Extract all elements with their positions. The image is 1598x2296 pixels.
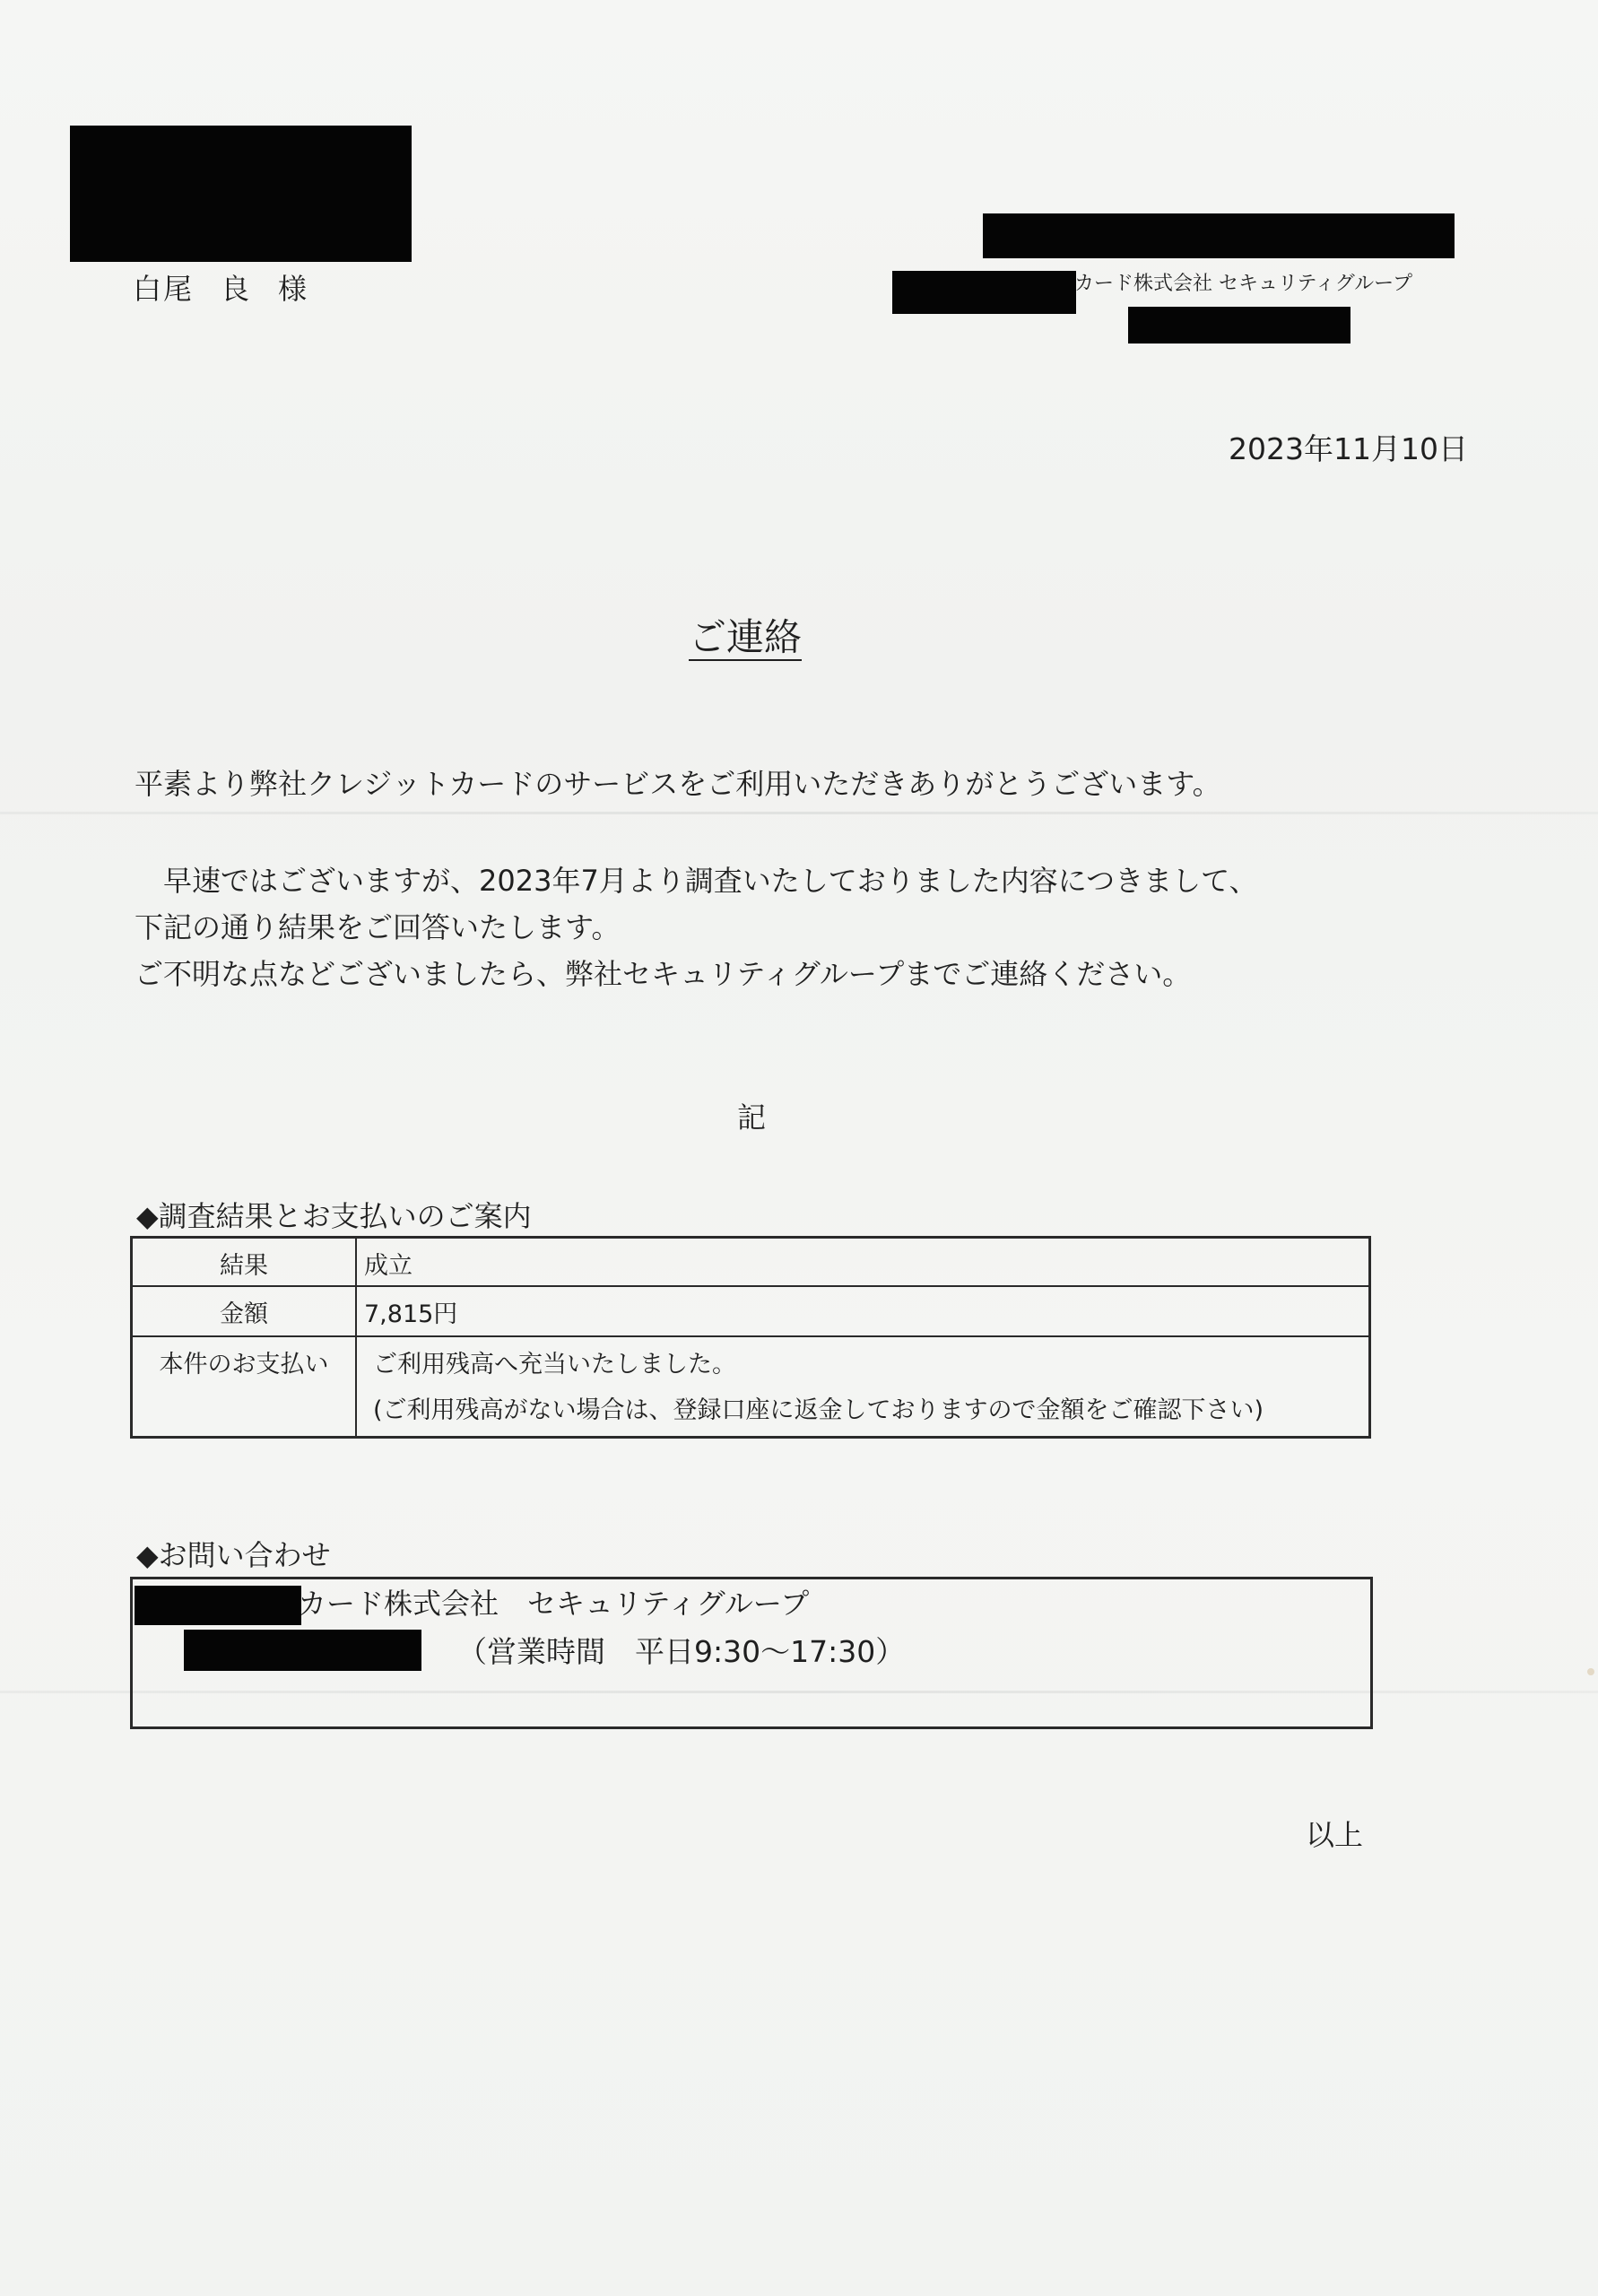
result-label: 結果	[132, 1238, 357, 1287]
closing-text: 以上	[1306, 1818, 1364, 1852]
letter-date: 2023年11月10日	[1229, 431, 1468, 466]
table-row	[132, 1238, 1370, 1287]
greeting-text: 平素より弊社クレジットカードのサービスをご利用いただきありがとうございます。	[135, 767, 1221, 801]
sender-company: カード株式会社 セキュリティグループ	[1074, 273, 1413, 295]
paper-fold-line	[0, 812, 1598, 814]
payment-label: 本件のお支払い	[132, 1336, 357, 1438]
contact-hours: （営業時間 平日9:30～17:30）	[457, 1634, 906, 1669]
contact-company: カード株式会社 セキュリティグループ	[298, 1587, 810, 1621]
recipient-honorific: 様	[278, 272, 309, 306]
letter-title: ご連絡	[689, 615, 803, 659]
body-paragraph-line: ご不明な点などございましたら、弊社セキュリティグループまでご連絡ください。	[135, 957, 1192, 991]
redacted-contact-company-name	[135, 1586, 301, 1625]
redacted-sender-company-name	[892, 271, 1076, 314]
payment-note: (ご利用残高がない場合は、登録口座に返金しておりますので金額をご確認下さい)	[373, 1396, 1264, 1424]
investigation-result-table	[130, 1236, 1371, 1439]
redacted-contact-phone	[184, 1630, 421, 1671]
amount-label: 金額	[132, 1286, 357, 1336]
payment-value	[356, 1336, 1370, 1438]
result-value: 成立	[356, 1238, 1370, 1287]
recipient-surname: 白尾	[133, 272, 195, 306]
contact-heading: ◆お問い合わせ	[136, 1538, 331, 1572]
redacted-sender-phone	[1128, 307, 1350, 344]
ki-marker: 記	[737, 1100, 767, 1135]
redacted-sender-address	[983, 213, 1455, 258]
investigation-heading: ◆調査結果とお支払いのご案内	[136, 1199, 532, 1233]
body-paragraph-line: 下記の通り結果をご回答いたします。	[135, 910, 621, 944]
table-row	[132, 1336, 1370, 1438]
body-paragraph-line: 早速ではございますが、2023年7月より調査いたしておりました内容につきまして、	[135, 864, 1258, 898]
table-row	[132, 1286, 1370, 1336]
paper-stain	[1587, 1668, 1594, 1675]
payment-line: ご利用残高へ充当いたしました。	[373, 1351, 736, 1378]
redacted-recipient-address	[70, 126, 412, 262]
amount-value: 7,815円	[356, 1286, 1370, 1336]
recipient-given-name: 良	[221, 272, 252, 306]
recipient-name	[133, 272, 309, 306]
